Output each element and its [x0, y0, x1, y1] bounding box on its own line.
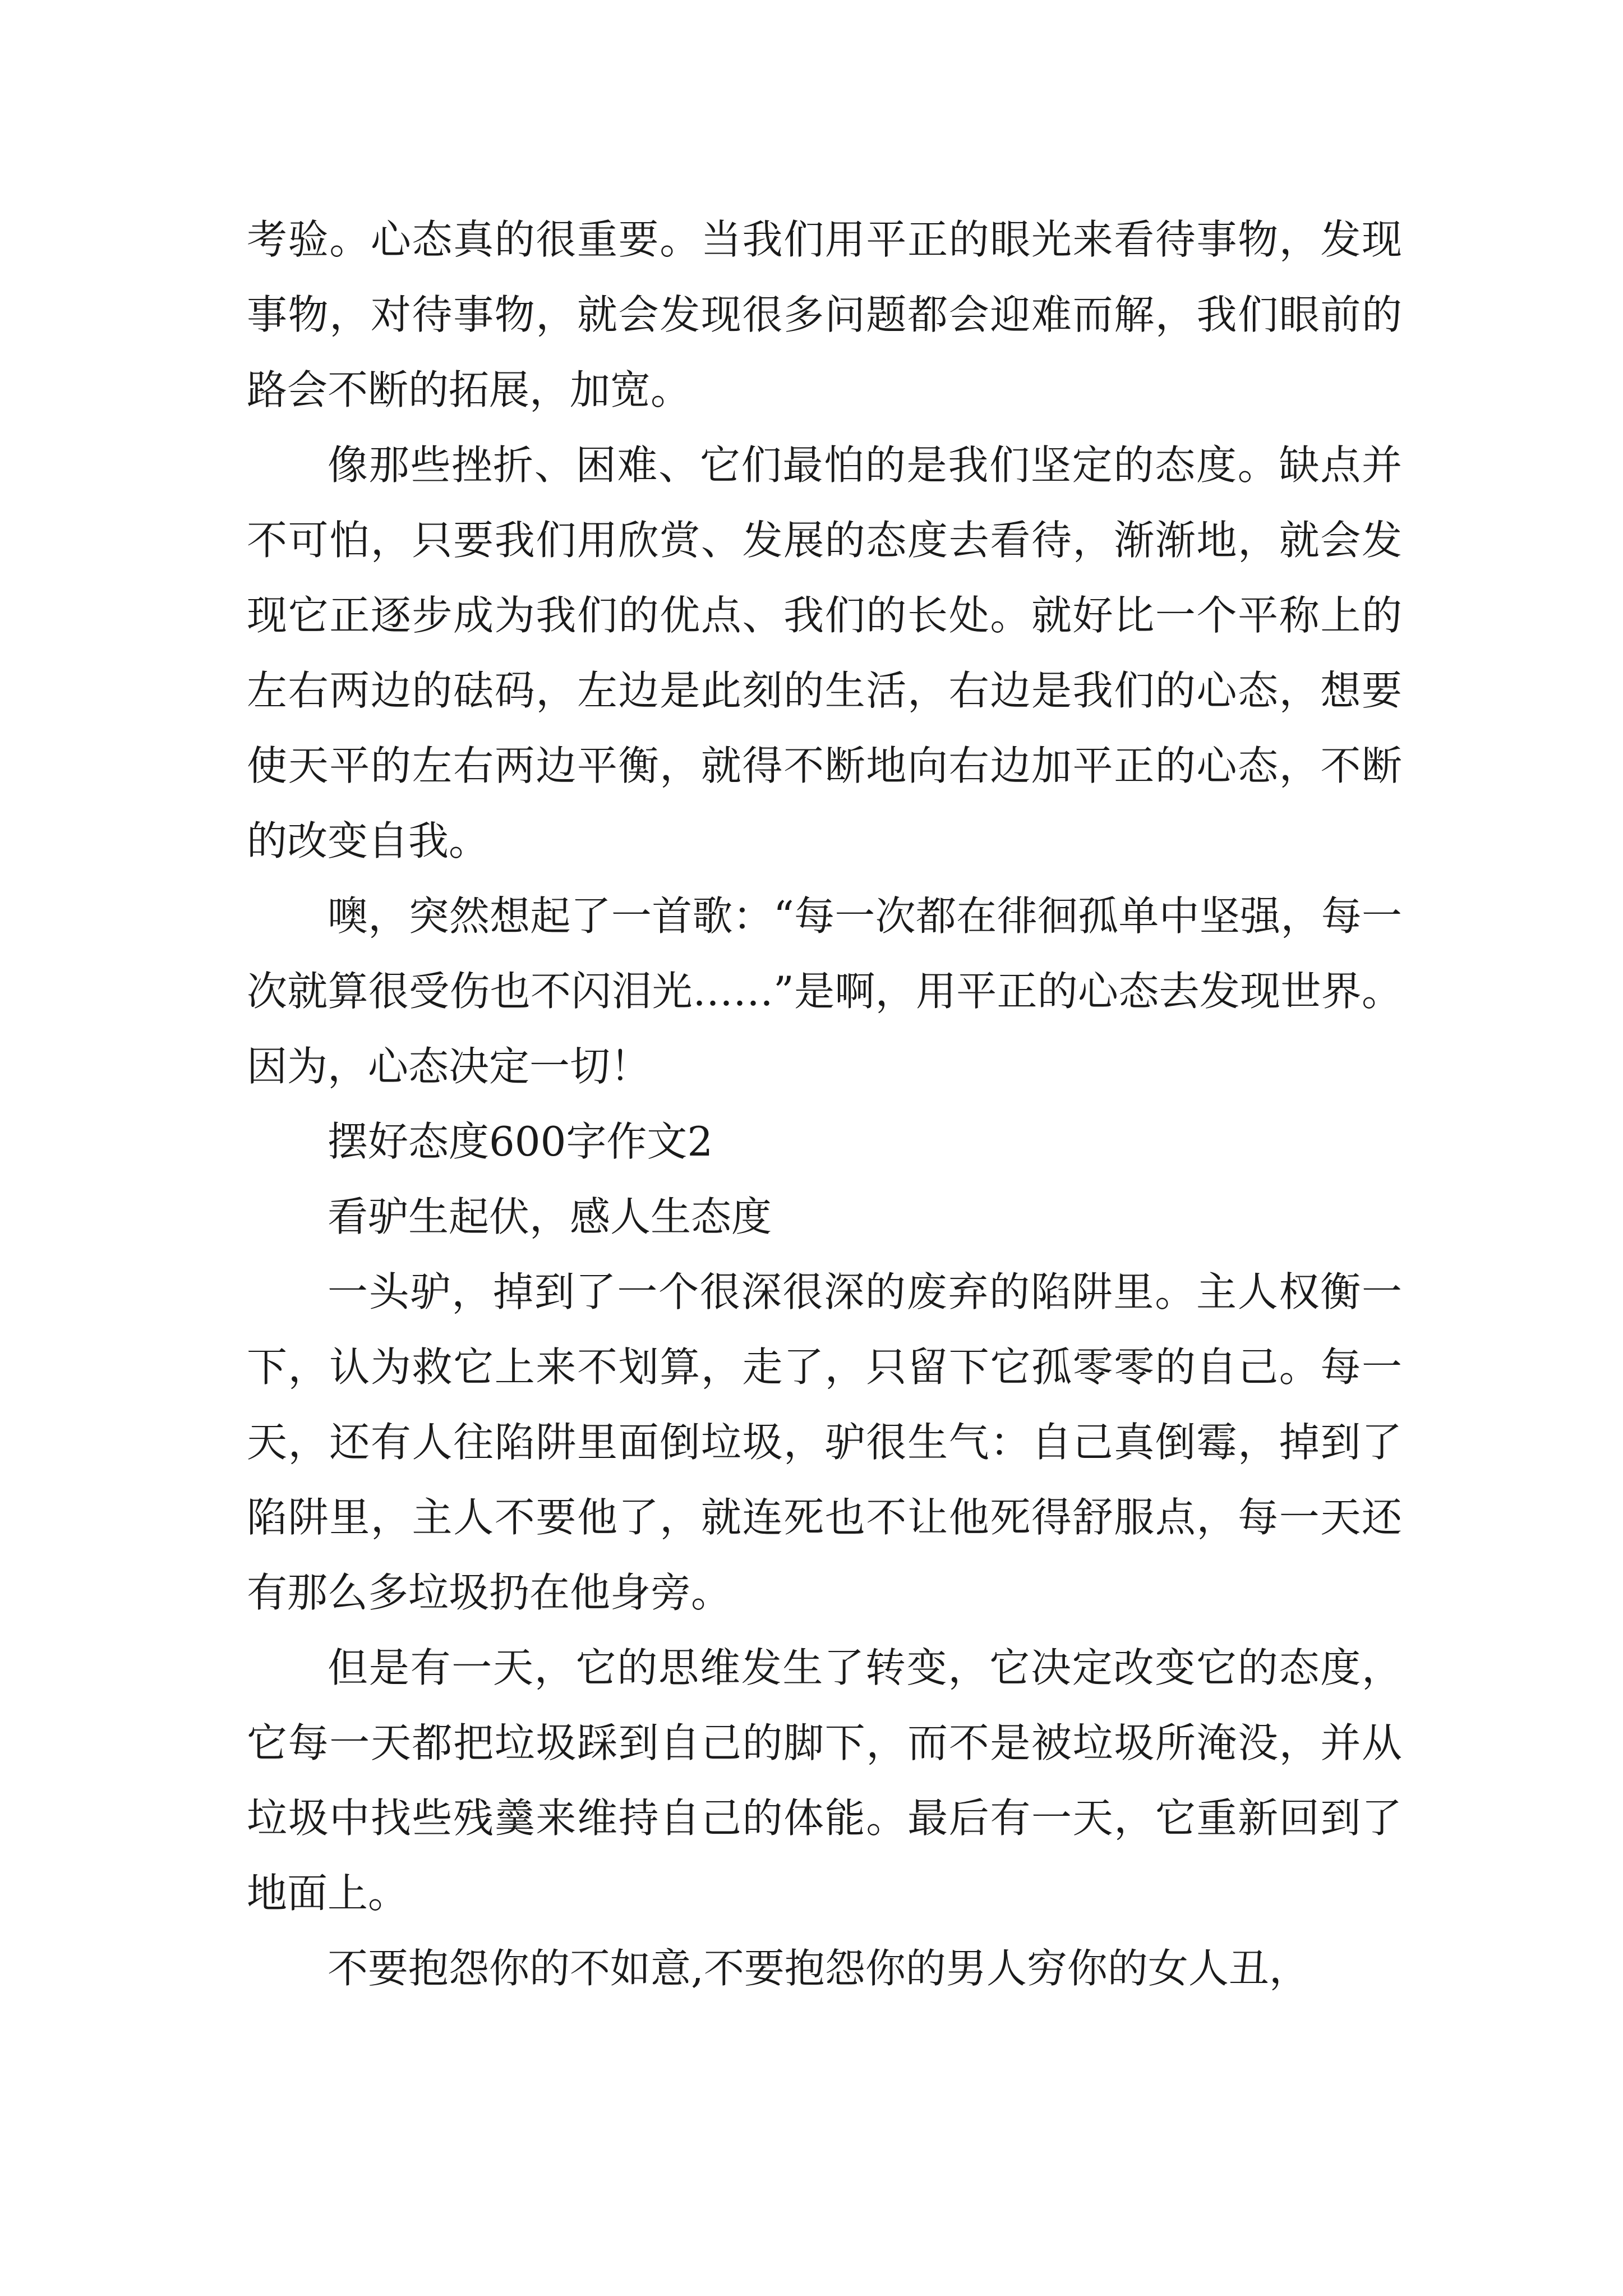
document-body: [247, 202, 1402, 2006]
paragraph: 一头驴，掉到了一个很深很深的废弃的陷阱里。主人权衡一下，认为救它上来不划算，走了，只留下它孤零零的自己。每一天，还有人往陷阱里面倒垃圾，驴很生气：自己真倒霉，掉到了陷阱里，主人不要他了，就连死也不让他死得舒服点，每一天还有那么多垃圾扔在他身旁。: [247, 1268, 1402, 1616]
paragraph: 像那些挫折、困难、它们最怕的是我们坚定的态度。缺点并不可怕，只要我们用欣赏、发展的态度去看待，渐渐地，就会发现它正逐步成为我们的优点、我们的长处。就好比一个平称上的左右两边的砝码，左边是此刻的生活，右边是我们的心态，想要使天平的左右两边平衡，就得不断地向右边加平正的心态，不断的改变自我。: [247, 441, 1402, 864]
paragraph: 噢，突然想起了一首歌：“每一次都在徘徊孤单中坚强，每一次就算很受伤也不闪泪光……”是啊，用平正的心态去发现世界。因为，心态决定一切！: [247, 892, 1402, 1090]
essay-title: 看驴生起伏，感人生态度: [328, 1193, 772, 1240]
paragraph: 但是有一天，它的思维发生了转变，它决定改变它的态度，它每一天都把垃圾踩到自己的脚下，而不是被垃圾所淹没，并从垃圾中找些残羹来维持自己的体能。最后有一天，它重新回到了地面上。: [247, 1644, 1402, 1917]
paragraph: 不要抱怨你的不如意,不要抱怨你的男人穷你的女人丑，: [328, 1945, 1310, 1992]
paragraph: 考验。心态真的很重要。当我们用平正的眼光来看待事物，发现事物，对待事物，就会发现很多问题都会迎难而解，我们眼前的路会不断的拓展，加宽。: [247, 216, 1402, 413]
section-heading: 摆好态度600字作文2: [328, 1118, 713, 1165]
